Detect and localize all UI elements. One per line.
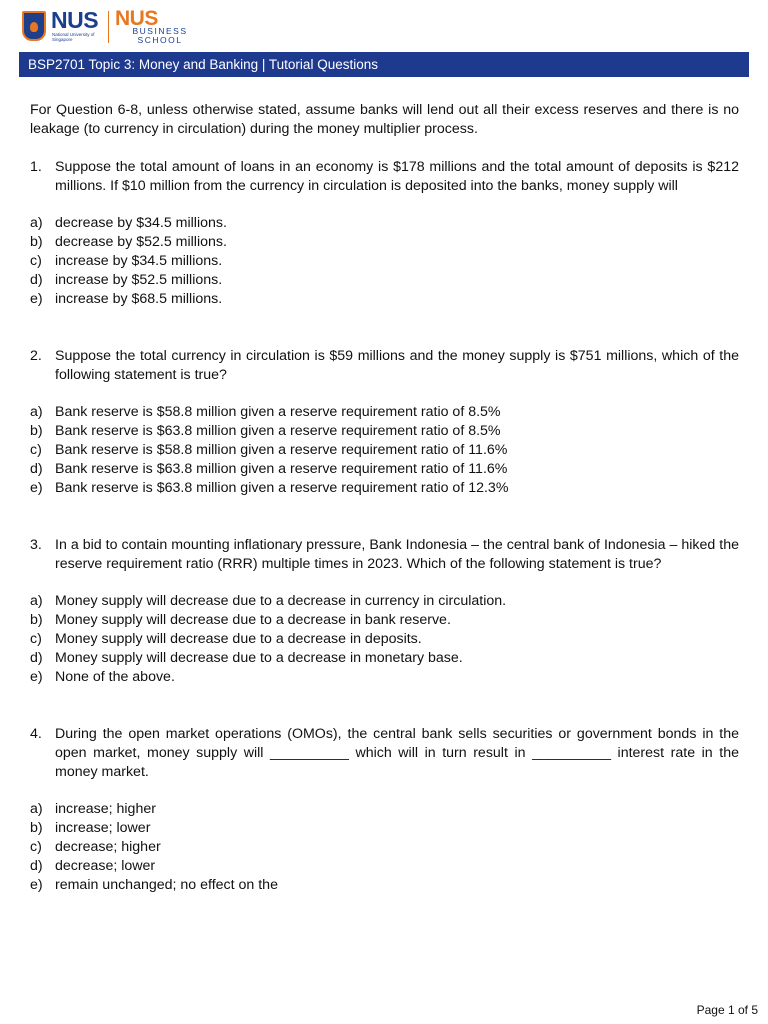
option-text: Money supply will decrease due to a decrease in monetary base.	[55, 650, 463, 667]
question-text: In a bid to contain mounting inflationary pressure, Bank Indonesia – the central bank of Indonesia – hiked the reserve requirement ratio (RRR) multiple times in 2023. Which of the following statement is true?	[55, 536, 739, 572]
option-text: Money supply will decrease due to a decrease in currency in circulation.	[55, 593, 507, 610]
option-label: d)	[30, 272, 43, 289]
option-label: c)	[30, 253, 42, 270]
option-text: increase by $34.5 millions.	[55, 253, 223, 270]
question-2	[30, 347, 739, 385]
option-label: e)	[30, 669, 43, 686]
business-school-logo-text	[130, 27, 190, 45]
option-text: decrease by $52.5 millions.	[55, 234, 227, 251]
option-item	[30, 838, 739, 857]
option-item	[30, 479, 739, 498]
intro-paragraph: For Question 6-8, unless otherwise stated, assume banks will lend out all their excess reserves and there is no leakage (to currency in circulation) during the money multiplier process.	[30, 102, 739, 137]
option-item	[30, 214, 739, 233]
option-text: decrease; lower	[55, 858, 156, 875]
option-label: e)	[30, 877, 43, 894]
option-item	[30, 403, 739, 422]
question-4	[30, 725, 739, 782]
option-label: a)	[30, 404, 43, 421]
document-body	[30, 101, 739, 895]
question-text: Suppose the total currency in circulation is $59 millions and the money supply is $751 millions, which of the following statement is true?	[55, 347, 739, 383]
option-label: e)	[30, 291, 43, 308]
option-item	[30, 422, 739, 441]
option-item	[30, 233, 739, 252]
option-item	[30, 441, 739, 460]
option-item	[30, 649, 739, 668]
nus-crest-icon	[22, 11, 46, 41]
option-item	[30, 819, 739, 838]
option-item	[30, 668, 739, 687]
topic-title-bar: BSP2701 Topic 3: Money and Banking | Tutorial Questions	[19, 52, 749, 77]
business-school-logo-nus: NUS	[115, 7, 158, 30]
question-number: 4.	[30, 725, 42, 742]
option-label: b)	[30, 612, 43, 629]
logo-divider	[108, 11, 109, 43]
question-2-options	[30, 403, 739, 498]
option-label: d)	[30, 858, 43, 875]
option-text: Bank reserve is $63.8 million given a reserve requirement ratio of 11.6%	[55, 461, 508, 478]
option-text: increase by $52.5 millions.	[55, 272, 223, 289]
option-text: increase by $68.5 millions.	[55, 291, 223, 308]
option-item	[30, 876, 739, 895]
option-text: decrease; higher	[55, 839, 161, 856]
option-item	[30, 800, 739, 819]
option-item	[30, 611, 739, 630]
question-4-options	[30, 800, 739, 895]
option-label: e)	[30, 480, 43, 497]
option-item	[30, 592, 739, 611]
option-text: Bank reserve is $58.8 million given a reserve requirement ratio of 8.5%	[55, 404, 501, 421]
option-label: b)	[30, 820, 43, 837]
question-1	[30, 158, 739, 196]
option-text: Money supply will decrease due to a decrease in deposits.	[55, 631, 422, 648]
option-item	[30, 252, 739, 271]
question-number: 1.	[30, 158, 42, 175]
option-text: decrease by $34.5 millions.	[55, 215, 227, 232]
option-text: Bank reserve is $63.8 million given a reserve requirement ratio of 12.3%	[55, 480, 509, 497]
option-text: Bank reserve is $63.8 million given a reserve requirement ratio of 8.5%	[55, 423, 501, 440]
option-text: None of the above.	[55, 669, 175, 686]
option-label: b)	[30, 423, 43, 440]
option-label: d)	[30, 650, 43, 667]
option-item	[30, 460, 739, 479]
question-3-options	[30, 592, 739, 687]
nus-logo-text: NUS	[51, 7, 99, 33]
question-1-options	[30, 214, 739, 309]
option-label: c)	[30, 442, 42, 459]
option-label: a)	[30, 593, 43, 610]
page-header	[20, 8, 320, 46]
question-3	[30, 536, 739, 574]
option-item	[30, 290, 739, 309]
business-school-line1: BUSINESS	[132, 26, 188, 36]
option-text: Bank reserve is $58.8 million given a reserve requirement ratio of 11.6%	[55, 442, 508, 459]
option-text: remain unchanged; no effect on the	[55, 877, 278, 894]
page-number: Page 1 of 5	[696, 1003, 758, 1017]
business-school-line2: SCHOOL	[137, 35, 183, 45]
option-label: a)	[30, 215, 43, 232]
option-text: increase; lower	[55, 820, 151, 837]
question-text: Suppose the total amount of loans in an economy is $178 millions and the total amount of deposits is $212 millions. If $10 million from the currency in circulation is deposited into the banks, money supply will	[55, 158, 739, 194]
option-item	[30, 857, 739, 876]
option-label: c)	[30, 631, 42, 648]
nus-logo-subtitle: National University of Singapore	[52, 32, 95, 42]
option-text: increase; higher	[55, 801, 156, 818]
question-text: During the open market operations (OMOs), the central bank sells securities or government bonds in the open market, money supply will __________ which will in turn result in __________ interest rate in the money market.	[55, 725, 739, 780]
option-label: a)	[30, 801, 43, 818]
option-item	[30, 630, 739, 649]
option-label: d)	[30, 461, 43, 478]
question-number: 2.	[30, 347, 42, 364]
option-item	[30, 271, 739, 290]
option-label: b)	[30, 234, 43, 251]
option-text: Money supply will decrease due to a decrease in bank reserve.	[55, 612, 451, 629]
question-number: 3.	[30, 536, 42, 553]
option-label: c)	[30, 839, 42, 856]
